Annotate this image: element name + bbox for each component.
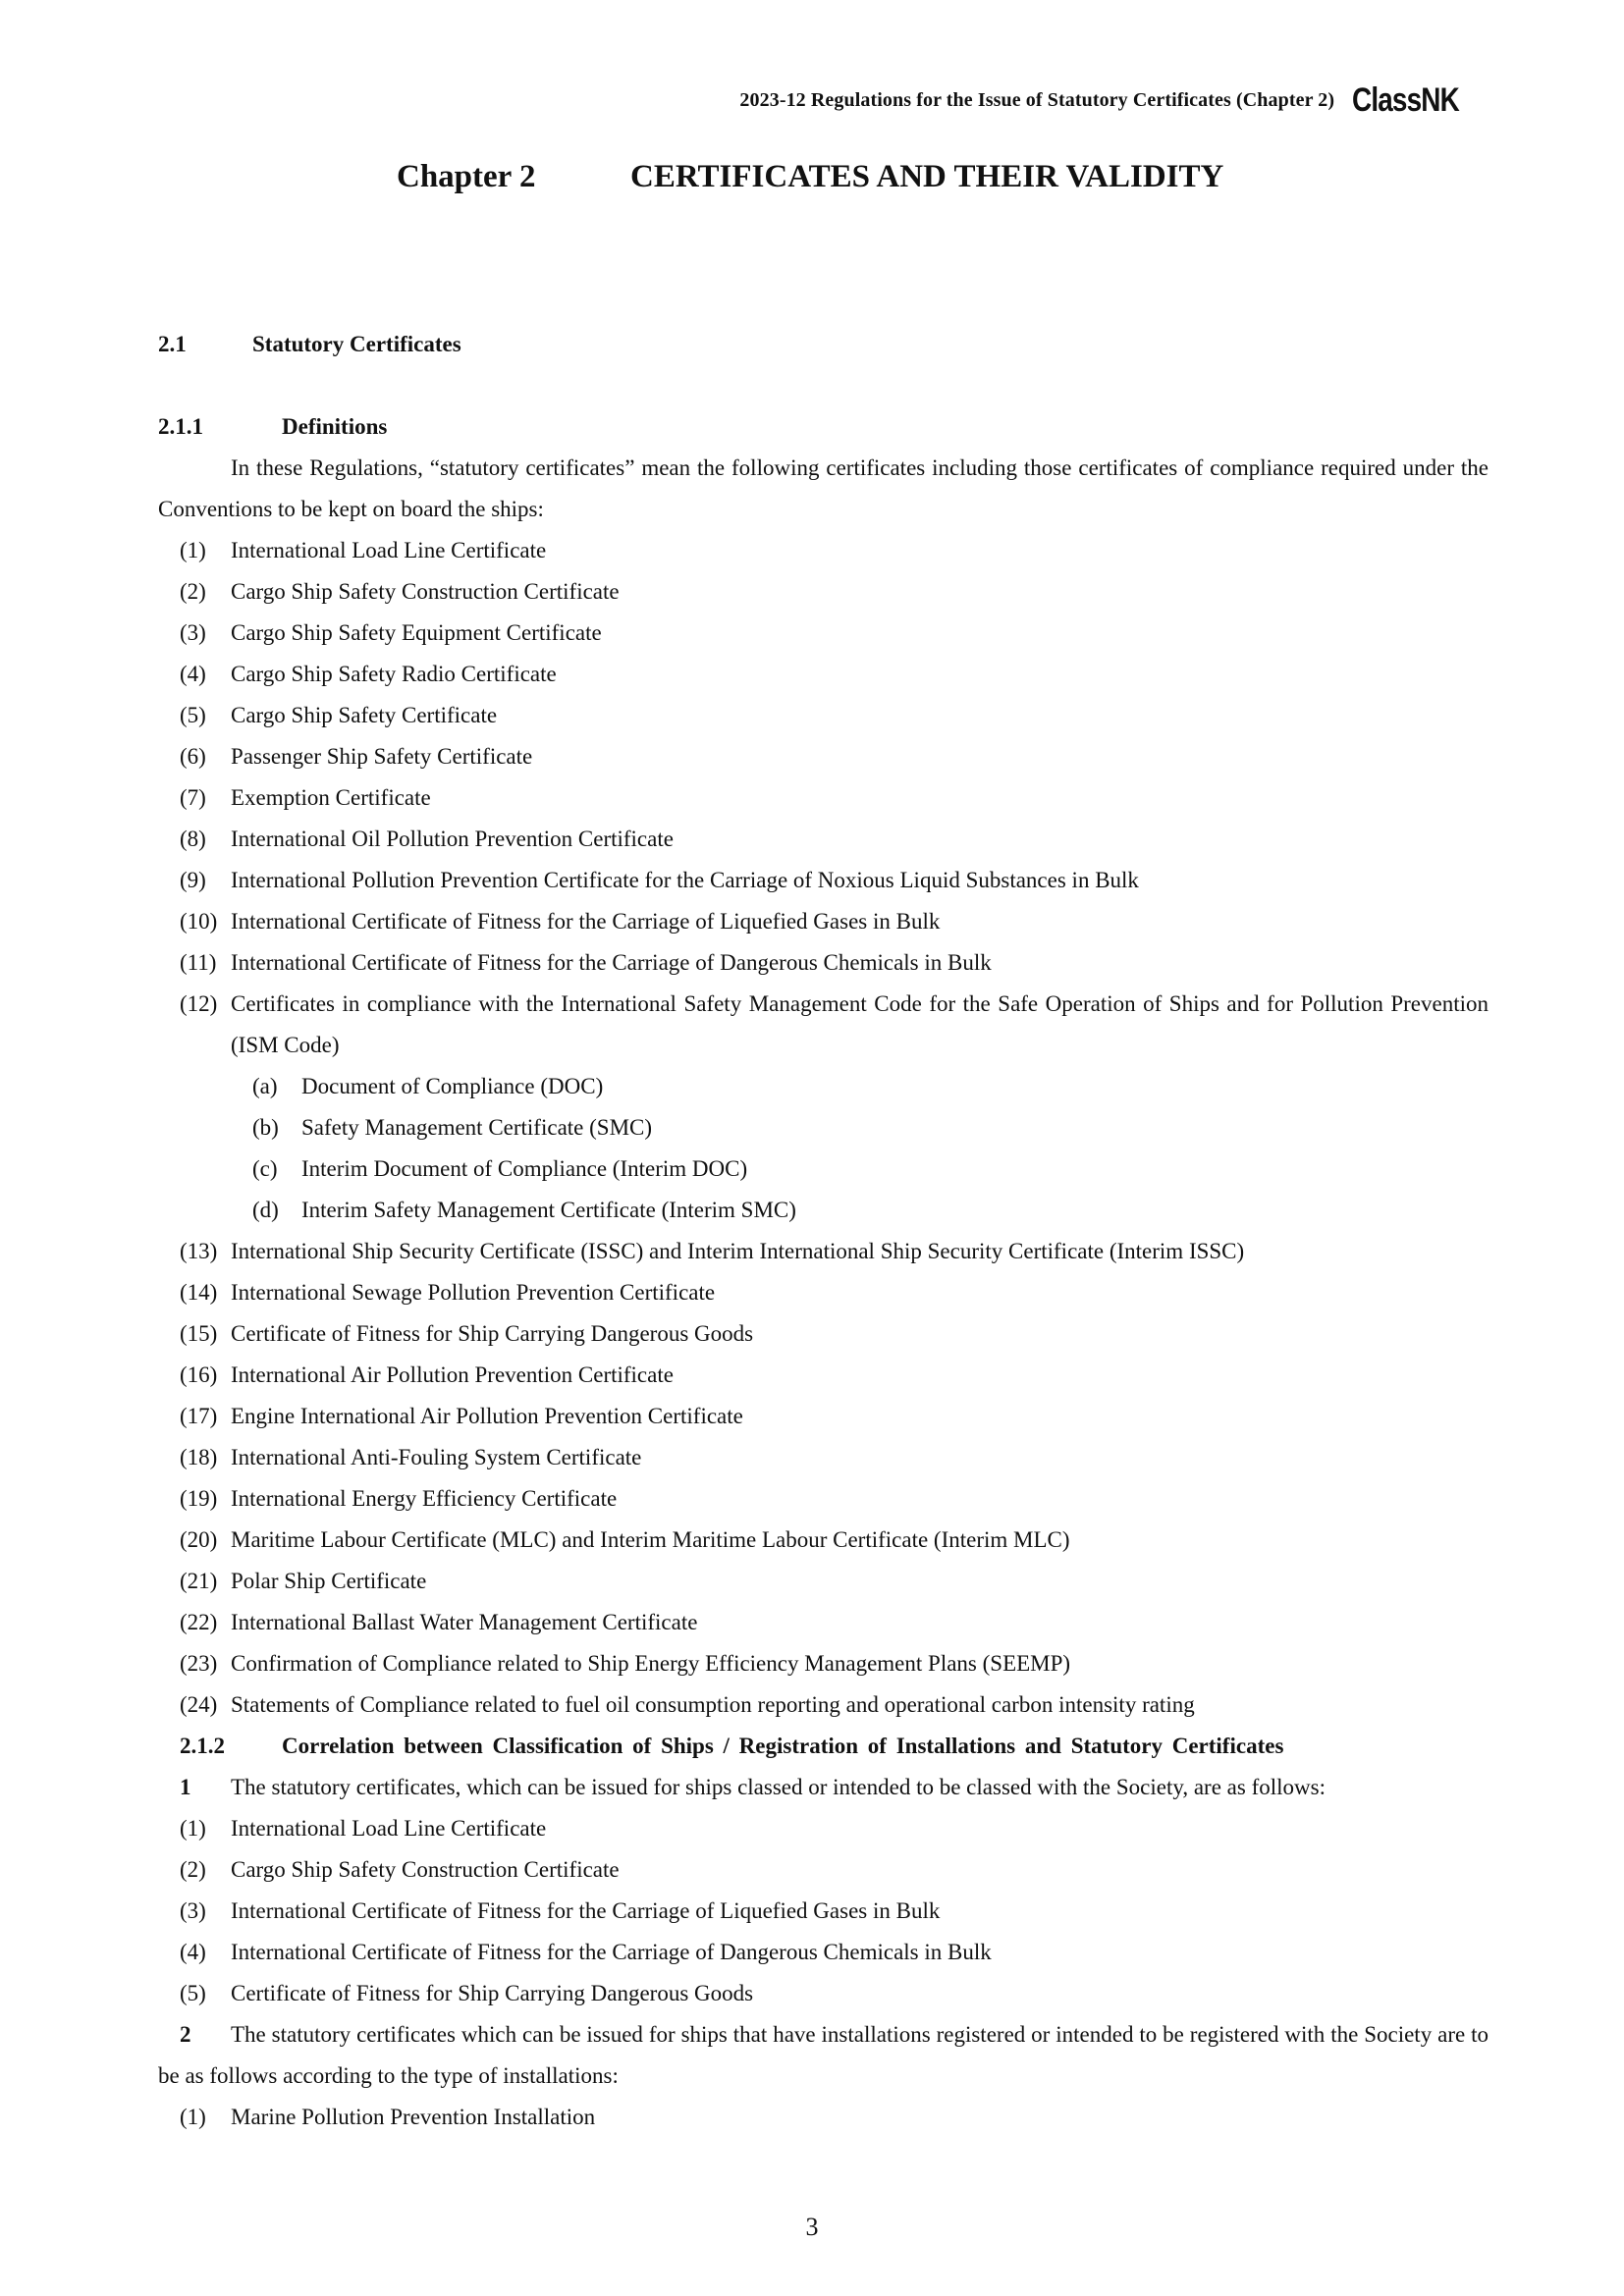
list-item <box>158 1520 1489 1561</box>
list-item <box>158 695 1489 736</box>
list-item <box>158 1602 1489 1643</box>
subsection-number: 2.1.1 <box>158 414 203 439</box>
list-item-marker: (14) <box>180 1280 218 1305</box>
list-item-text: Exemption Certificate <box>231 785 431 810</box>
list-item-text: International Energy Efficiency Certificate <box>231 1486 618 1511</box>
list-item <box>158 1396 1489 1437</box>
installation-certificate-list <box>158 2097 1489 2138</box>
subsection-title: Correlation between Classification of Ships / Registration of Installations and Statutory Certificates <box>282 1734 1284 1758</box>
list-item-text: Polar Ship Certificate <box>231 1569 427 1593</box>
list-item-marker: (19) <box>180 1486 218 1511</box>
list-item-marker: (21) <box>180 1569 218 1593</box>
paragraph-2 <box>158 2014 1489 2097</box>
list-item-text: Marine Pollution Prevention Installation <box>231 2105 596 2129</box>
list-item <box>158 613 1489 654</box>
list-item-marker: (4) <box>180 1940 206 1964</box>
subsection-heading-definitions <box>135 406 1489 448</box>
list-item-text: Certificates in compliance with the International Safety Management Code for the Safe Operation of Ships and for Pollution Prevention (ISM Code) <box>231 991 1489 1057</box>
list-item-marker: (b) <box>252 1115 279 1140</box>
list-item <box>158 901 1489 942</box>
certificate-list <box>158 530 1489 1066</box>
list-item <box>158 1478 1489 1520</box>
list-item <box>158 1684 1489 1726</box>
list-item <box>158 1932 1489 1973</box>
list-item-text: Document of Compliance (DOC) <box>301 1074 604 1098</box>
ism-subitem-list <box>158 1066 1489 1231</box>
list-item-marker: (4) <box>180 662 206 686</box>
list-item-text: International Ship Security Certificate (ISSC) and Interim International Ship Security Certificate (Interim ISSC) <box>231 1239 1245 1263</box>
list-item-marker: (9) <box>180 868 206 892</box>
list-item <box>158 942 1489 984</box>
list-item-text: Passenger Ship Safety Certificate <box>231 744 533 769</box>
list-item-marker: (1) <box>180 2105 206 2129</box>
list-item <box>158 1107 1489 1148</box>
paragraph-1 <box>158 1767 1489 1808</box>
running-title: 2023-12 Regulations for the Issue of Statutory Certificates (Chapter 2) <box>739 88 1335 111</box>
list-item-text: International Load Line Certificate <box>231 538 547 562</box>
list-item-text: Engine International Air Pollution Prevention Certificate <box>231 1404 743 1428</box>
list-item <box>158 1231 1489 1272</box>
list-item-text: International Certificate of Fitness for the Carriage of Liquefied Gases in Bulk <box>231 1898 941 1923</box>
list-item-marker: (24) <box>180 1692 218 1717</box>
list-item-text: Maritime Labour Certificate (MLC) and Interim Maritime Labour Certificate (Interim MLC) <box>231 1527 1070 1552</box>
certificate-list-continued <box>158 1231 1489 1726</box>
list-item-marker: (15) <box>180 1321 218 1346</box>
list-item-marker: (13) <box>180 1239 218 1263</box>
list-item-marker: (11) <box>180 950 217 975</box>
list-item-text: Confirmation of Compliance related to Ship Energy Efficiency Management Plans (SEEMP) <box>231 1651 1071 1676</box>
list-item-marker: (2) <box>180 1857 206 1882</box>
subsection-heading-correlation <box>135 1726 1489 1767</box>
list-item <box>158 984 1489 1066</box>
list-item-marker: (3) <box>180 620 206 645</box>
list-item-text: International Ballast Water Management Certificate <box>231 1610 698 1634</box>
list-item-text: International Certificate of Fitness for the Carriage of Liquefied Gases in Bulk <box>231 909 941 934</box>
list-item-text: International Load Line Certificate <box>231 1816 547 1841</box>
list-item-text: International Anti-Fouling System Certificate <box>231 1445 642 1469</box>
section-number: 2.1 <box>158 332 187 356</box>
list-item-marker: (16) <box>180 1362 218 1387</box>
list-item-marker: (7) <box>180 785 206 810</box>
page-number: 3 <box>805 2213 819 2241</box>
paragraph-text: The statutory certificates, which can be issued for ships classed or intended to be classed with the Society, are as follows: <box>231 1775 1326 1799</box>
section-heading <box>135 324 1489 365</box>
list-item <box>158 860 1489 901</box>
list-item-text: Certificate of Fitness for Ship Carrying Dangerous Goods <box>231 1321 754 1346</box>
list-item-marker: (1) <box>180 1816 206 1841</box>
list-item <box>158 1066 1489 1107</box>
list-item-marker: (c) <box>252 1156 278 1181</box>
list-item-text: Certificate of Fitness for Ship Carrying Dangerous Goods <box>231 1981 754 2005</box>
list-item-marker: (12) <box>180 991 218 1016</box>
list-item-text: International Sewage Pollution Prevention Certificate <box>231 1280 716 1305</box>
class-certificate-list <box>158 1808 1489 2014</box>
list-item-marker: (d) <box>252 1198 279 1222</box>
list-item <box>158 819 1489 860</box>
list-item-text: Interim Document of Compliance (Interim DOC) <box>301 1156 748 1181</box>
list-item-marker: (10) <box>180 909 218 934</box>
list-item-marker: (22) <box>180 1610 218 1634</box>
chapter-heading <box>397 159 1223 195</box>
list-item-marker: (18) <box>180 1445 218 1469</box>
list-item <box>158 1272 1489 1313</box>
section-title: Statutory Certificates <box>252 332 461 356</box>
list-item-marker: (1) <box>180 538 206 562</box>
list-item-text: Cargo Ship Safety Equipment Certificate <box>231 620 602 645</box>
chapter-title: CERTIFICATES AND THEIR VALIDITY <box>630 159 1224 194</box>
list-item-text: International Pollution Prevention Certificate for the Carriage of Noxious Liquid Substances in Bulk <box>231 868 1139 892</box>
list-item <box>158 1643 1489 1684</box>
list-item <box>158 1313 1489 1355</box>
list-item-marker: (20) <box>180 1527 218 1552</box>
classnk-logo: ClassNK <box>1352 81 1460 119</box>
list-item <box>158 654 1489 695</box>
list-item-text: Cargo Ship Safety Construction Certificate <box>231 579 620 604</box>
subsection-title: Definitions <box>282 414 388 439</box>
list-item-text: Cargo Ship Safety Certificate <box>231 703 498 727</box>
list-item-text: Cargo Ship Safety Construction Certificate <box>231 1857 620 1882</box>
list-item-text: Safety Management Certificate (SMC) <box>301 1115 653 1140</box>
running-header <box>739 80 1483 120</box>
paragraph-number: 2 <box>180 2022 191 2047</box>
list-item-text: Cargo Ship Safety Radio Certificate <box>231 662 557 686</box>
paragraph-text: The statutory certificates which can be issued for ships that have installations registered or intended to be registered with the Society are to be as follows according to the type of installations: <box>158 2022 1489 2088</box>
list-item <box>158 1355 1489 1396</box>
list-item-marker: (6) <box>180 744 206 769</box>
list-item-text: Statements of Compliance related to fuel oil consumption reporting and operational carbon intensity rating <box>231 1692 1195 1717</box>
list-item-marker: (a) <box>252 1074 278 1098</box>
list-item <box>158 571 1489 613</box>
page-body <box>158 324 1489 2138</box>
list-item-marker: (17) <box>180 1404 218 1428</box>
list-item-text: International Air Pollution Prevention Certificate <box>231 1362 674 1387</box>
list-item-marker: (5) <box>180 703 206 727</box>
list-item <box>158 1437 1489 1478</box>
list-item <box>158 2097 1489 2138</box>
subsection-number: 2.1.2 <box>180 1734 225 1758</box>
list-item <box>158 1561 1489 1602</box>
list-item <box>158 1808 1489 1849</box>
definitions-intro: In these Regulations, “statutory certificates” mean the following certificates including those certificates of compliance required under the Conventions to be kept on board the ships: <box>158 455 1489 521</box>
list-item <box>158 1190 1489 1231</box>
list-item <box>158 736 1489 777</box>
list-item-marker: (5) <box>180 1981 206 2005</box>
paragraph-number: 1 <box>180 1775 191 1799</box>
list-item-marker: (8) <box>180 827 206 851</box>
list-item <box>158 777 1489 819</box>
list-item <box>158 1849 1489 1891</box>
list-item-marker: (23) <box>180 1651 218 1676</box>
list-item <box>158 1148 1489 1190</box>
list-item <box>158 1973 1489 2014</box>
list-item-text: International Certificate of Fitness for the Carriage of Dangerous Chemicals in Bulk <box>231 950 992 975</box>
list-item <box>158 530 1489 571</box>
list-item-text: International Oil Pollution Prevention Certificate <box>231 827 674 851</box>
list-item-marker: (3) <box>180 1898 206 1923</box>
list-item-text: International Certificate of Fitness for the Carriage of Dangerous Chemicals in Bulk <box>231 1940 992 1964</box>
list-item <box>158 1891 1489 1932</box>
list-item-text: Interim Safety Management Certificate (Interim SMC) <box>301 1198 796 1222</box>
chapter-number: Chapter 2 <box>397 159 536 194</box>
list-item-marker: (2) <box>180 579 206 604</box>
